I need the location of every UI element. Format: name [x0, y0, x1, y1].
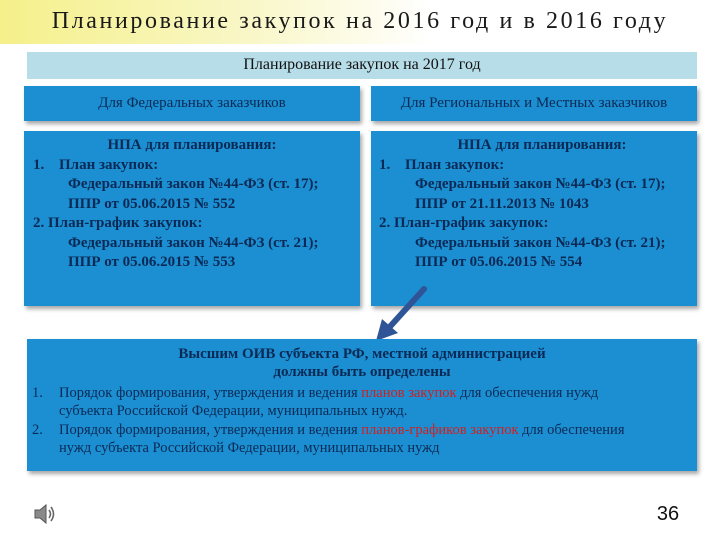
federal-header-box [24, 86, 360, 121]
federal-npa-box [24, 131, 360, 306]
federal-header-text: Для Федеральных заказчиков [98, 95, 286, 111]
regional-npa-title: НПА для планирования: [457, 137, 627, 153]
requirement-item-2-highlight: планов-графиков закупок [361, 422, 519, 438]
federal-item2-ppr: ППР от 05.06.2015 № 553 [68, 254, 236, 270]
requirement-item-2-after: для обеспечения [518, 422, 625, 438]
regional-item1-num: 1. [379, 156, 391, 173]
federal-npa-title: НПА для планирования: [107, 137, 277, 153]
requirement-item-2-line2: нужд субъекта Российской Федерации, муниципальных нужд [59, 440, 440, 456]
federal-item1-ppr: ППР от 05.06.2015 № 552 [68, 195, 236, 212]
regional-item1 [371, 156, 697, 176]
requirements-box [27, 339, 697, 471]
regional-item1-label: План закупок: [405, 156, 505, 173]
regional-item1-ppr: ППР от 21.11.2013 № 1043 [415, 195, 589, 212]
requirement-item-1-line2: субъекта Российской Федерации, муниципальных нужд. [59, 403, 408, 419]
regional-item2-ppr: ППР от 05.06.2015 № 554 [415, 254, 583, 270]
regional-item2-label: 2. План-график закупок: [379, 215, 549, 231]
regional-npa-list [371, 136, 697, 273]
speaker-icon[interactable] [33, 502, 57, 526]
federal-item1-num: 1. [33, 156, 45, 173]
requirement-item-1-highlight: планов закупок [361, 385, 457, 401]
requirement-item-2-text [59, 421, 625, 439]
requirement-item-2-num: 2. [32, 422, 43, 438]
page-number: 36 [656, 503, 680, 525]
requirement-item-1-num: 1. [32, 385, 43, 401]
subtitle-text: Планирование закупок на 2017 год [243, 56, 481, 73]
federal-item1-law: Федеральный закон №44-ФЗ (ст. 17); [68, 176, 319, 192]
federal-npa-list [24, 136, 360, 273]
requirement-item-2-before: Порядок формирования, утверждения и ведения [59, 422, 362, 438]
requirement-item-1-text [59, 384, 598, 402]
regional-header-box [371, 86, 697, 121]
requirement-item-1-before: Порядок формирования, утверждения и ведения [59, 385, 362, 401]
requirements-heading-line2: должны быть определены [273, 364, 451, 380]
subtitle-banner [27, 52, 697, 79]
regional-item1-law: Федеральный закон №44-ФЗ (ст. 17); [415, 176, 666, 192]
federal-item1-label: План закупок: [59, 156, 159, 173]
regional-item2-law: Федеральный закон №44-ФЗ (ст. 21); [415, 234, 666, 251]
requirements-heading [27, 345, 697, 381]
requirements-heading-line1: Высшим ОИВ субъекта РФ, местной администрацией [178, 346, 546, 362]
requirement-item-1-after: для обеспечения нужд [456, 385, 599, 401]
federal-item2-law: Федеральный закон №44-ФЗ (ст. 21); [68, 234, 319, 251]
federal-item2-label: 2. План-график закупок: [33, 215, 203, 231]
title-bar [0, 0, 720, 44]
regional-header-text: Для Региональных и Местных заказчиков [400, 95, 668, 111]
regional-npa-box [371, 131, 697, 306]
arrow-icon [372, 283, 432, 345]
slide-title: Планирование закупок на 2016 год и в 2016 году [51, 8, 669, 34]
federal-item1 [24, 156, 360, 176]
